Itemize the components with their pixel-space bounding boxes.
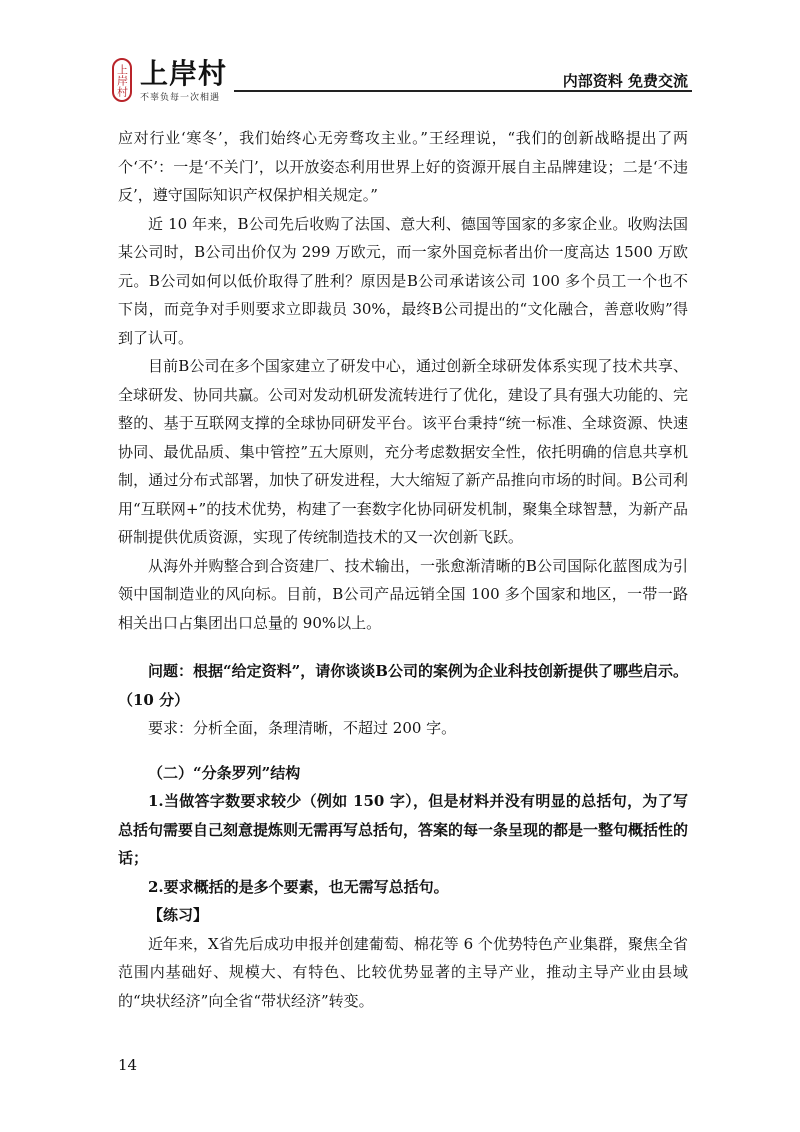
section-heading: （二）“分条罗列”结构: [148, 763, 301, 782]
brand-slogan: 不辜负每一次相遇: [140, 93, 221, 103]
paragraph-3: 目前B公司在多个国家建立了研发中心，通过创新全球研发体系实现了技术共享、全球研发、协同共赢。公司对发动机研发流转进行了优化，建设了具有强大功能的、完整的、基于互联网支撑的全球协同研发平台。该平台秉持“统一标准、全球资源、快速协同、最优品质、集中管控”五大原则，充分考虑数据安全性，依托明确的信息共享机制，通过分布式部署，加快了研发进程，大大缩短了新产品推向市场的时间。B公司利用“互联网+”的技术优势，构建了一套数字化协同研发机制，聚集全球智慧，为新产品研制提供优质资源，实现了传统制造技术的又一次创新飞跃。: [118, 357, 689, 546]
header-tag: 内部资料 免费交流: [562, 72, 688, 90]
spacer: [118, 743, 688, 759]
paragraph-2: 近 10 年来，B公司先后收购了法国、意大利、德国等国家的多家企业。收购法国某公司时，B公司出价仅为 299 万欧元，而一家外国竞标者出价一度高达 1500 万欧元。B公司如何以低价取得了胜利？原因是B公司承诺该公司 100 多个员工一个也不下岗，而竞争对手则要求立即裁员 30%，最终B公司提出的“文化融合，善意收购”得到了认可。: [118, 214, 688, 347]
page-header: [112, 58, 692, 104]
requirement: 要求：分析全面，条理清晰，不超过 200 字。: [148, 719, 457, 737]
list-item-2: 2.要求概括的是多个要素，也无需写总括句。: [148, 877, 449, 896]
paragraph-1: 应对行业‘寒冬’，我们始终心无旁骛攻主业。”王经理说，“我们的创新战略提出了两个‘不’：一是‘不关门’，以开放姿态利用世界上好的资源开展自主品牌建设；二是‘不违反’，遵守国际知识产权保护相关规定。”: [118, 129, 688, 204]
brand-seal-logo: 上岸村: [112, 58, 132, 102]
brand-name: 上岸村: [140, 57, 228, 90]
list-item-1: 1.当做答字数要求较少（例如 150 字），但是材料并没有明显的总括句，为了写总括句需要自己刻意提炼则无需再写总括句，答案的每一条呈现的都是一整句概括性的话；: [118, 792, 689, 867]
paragraph-5: 近年来，X省先后成功申报并创建葡萄、棉花等 6 个优势特色产业集群，聚焦全省范围内基础好、规模大、有特色、比较优势显著的主导产业，推动主导产业由县域的“块状经济”向全省“带状经济”转变。: [118, 934, 688, 1010]
question: 问题：根据“给定资料”，请你谈谈B公司的案例为企业科技创新提供了哪些启示。（10 分）: [118, 662, 688, 709]
page-number: 14: [118, 1056, 138, 1074]
document-body: [118, 124, 688, 1015]
practice-label: 【练习】: [148, 906, 209, 924]
paragraph-4: 从海外并购整合到合资建厂、技术输出，一张愈渐清晰的B公司国际化蓝图成为引领中国制造业的风向标。目前，B公司产品远销全国 100 多个国家和地区，一带一路相关出口占集团出口总量的 90%以上。: [118, 556, 688, 632]
spacer: [118, 637, 688, 657]
